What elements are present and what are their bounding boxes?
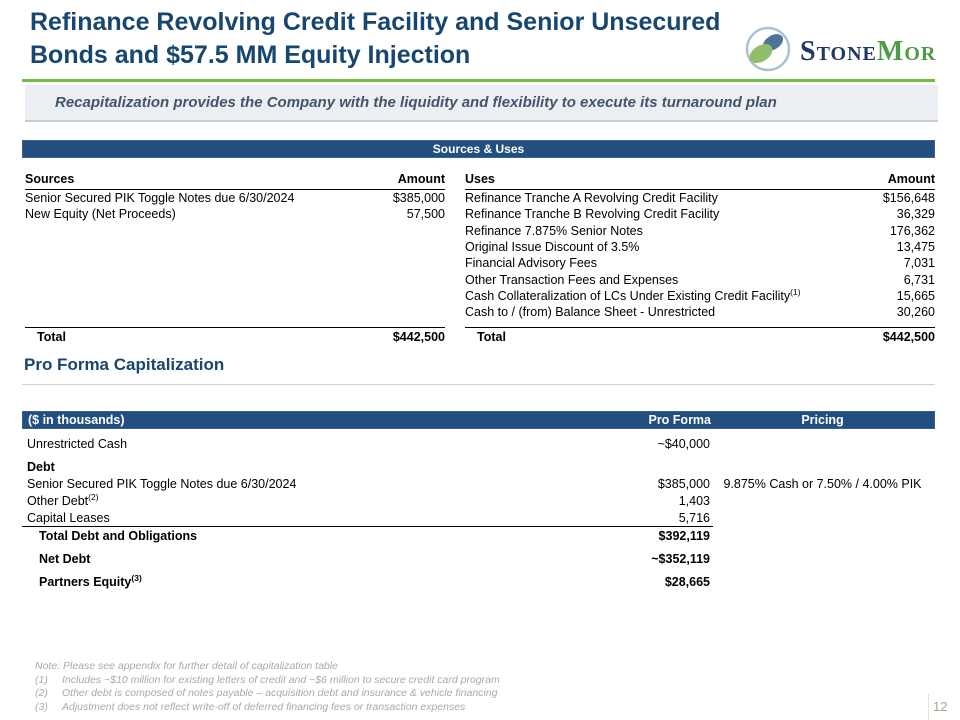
row-proforma: ~$40,000 <box>657 436 710 451</box>
total-amount: $442,500 <box>882 330 935 344</box>
sources-uses-banner: Sources & Uses <box>22 140 935 158</box>
table-row <box>465 255 935 271</box>
table-row <box>465 304 935 320</box>
row-label: Financial Advisory Fees <box>465 256 598 271</box>
sources-total-row <box>25 327 445 344</box>
row-label: Partners Equity$^{(3)}$ <box>39 572 142 589</box>
sources-uses-tables <box>25 172 935 344</box>
table-row <box>25 206 445 222</box>
row-label: Refinance 7.875% Senior Notes <box>465 223 643 238</box>
footnote-ref: (3) <box>131 572 142 583</box>
sources-header-amount: Amount <box>397 172 445 186</box>
table-row <box>465 239 935 255</box>
uses-header-amount: Amount <box>887 172 935 186</box>
row-amount: 30,260 <box>896 305 935 320</box>
table-row <box>22 492 935 509</box>
footnotes <box>35 660 795 714</box>
table-row <box>22 435 935 452</box>
row-amount: 176,362 <box>889 223 935 238</box>
total-row <box>22 573 935 590</box>
row-proforma: $28,665 <box>664 574 710 589</box>
row-amount: 6,731 <box>903 272 935 287</box>
table-row <box>465 271 935 287</box>
sources-header-label: Sources <box>25 172 75 186</box>
total-label: Total <box>477 330 506 344</box>
row-proforma: ~$352,119 <box>651 551 710 566</box>
footnote-number: (1) <box>35 673 48 686</box>
row-amount: $156,648 <box>882 191 935 206</box>
sources-table <box>25 172 445 344</box>
header-divider <box>22 79 935 82</box>
capitalization-table-header <box>22 411 935 429</box>
section-title: Pro Forma Capitalization <box>24 355 225 374</box>
footnote-note: Note: Please see appendix for further detail of capitalization table <box>35 660 338 672</box>
row-label: New Equity (Net Proceeds) <box>25 207 176 222</box>
logo-wordmark-mor: Mor <box>876 35 937 67</box>
table-row <box>465 190 935 206</box>
sources-table-header <box>25 172 445 190</box>
section-row <box>22 458 935 475</box>
capitalization-table <box>22 411 935 590</box>
total-label: Total <box>37 330 66 344</box>
footnote-text: Adjustment does not reflect write-off of deferred financing fees or transaction expenses <box>62 700 466 713</box>
cap-header-pricing: Pricing <box>801 413 844 427</box>
table-row <box>22 475 935 492</box>
row-label: Refinance Tranche A Revolving Credit Facility <box>465 191 718 206</box>
row-label: Cash Collateralization of LCs Under Existing Credit Facility$^{(1)}$ <box>465 286 801 303</box>
stonemor-logo <box>744 25 936 78</box>
row-amount: 15,665 <box>896 288 935 303</box>
uses-table-header <box>465 172 935 190</box>
stonemor-leaf-icon <box>744 25 792 78</box>
footnote-item <box>35 687 795 701</box>
table-row <box>25 190 445 206</box>
subtitle-text: Recapitalization provides the Company with the liquidity and flexibility to execute its turnaround plan <box>55 94 777 111</box>
table-row <box>465 206 935 222</box>
row-proforma: 5,716 <box>678 510 710 525</box>
page-number-divider <box>928 694 929 720</box>
row-proforma: $392,119 <box>658 528 710 543</box>
footnote-ref: (2) <box>88 491 99 502</box>
row-amount: $385,000 <box>392 191 445 206</box>
table-row <box>465 288 935 304</box>
row-amount: 13,475 <box>896 240 935 255</box>
row-label: Senior Secured PIK Toggle Notes due 6/30/2024 <box>25 191 295 206</box>
row-pricing: 9.875% Cash or 7.50% / 4.00% PIK <box>723 476 922 491</box>
row-label: Capital Leases <box>27 510 110 525</box>
footnote-number: (3) <box>35 700 48 713</box>
row-amount: 7,031 <box>903 256 935 271</box>
cap-header-proforma: Pro Forma <box>648 413 711 427</box>
table-row <box>22 509 935 526</box>
uses-total-row <box>465 327 935 344</box>
uses-table <box>465 172 935 344</box>
page-title: Refinance Revolving Credit Facility and Senior Unsecured Bonds and $57.5 MM Equity Injection <box>30 8 721 69</box>
row-label: Original Issue Discount of 3.5% <box>465 240 640 255</box>
footnote-text: Includes ~$10 million for existing letters of credit and ~$6 million to secure credit card program <box>62 673 500 686</box>
section-divider <box>22 384 935 385</box>
uses-header-label: Uses <box>465 172 495 186</box>
row-label: Unrestricted Cash <box>27 436 128 451</box>
total-row <box>22 527 935 544</box>
row-label: Refinance Tranche B Revolving Credit Facility <box>465 207 720 222</box>
row-proforma: $385,000 <box>657 476 710 491</box>
row-amount: 57,500 <box>406 207 445 222</box>
row-label: Cash to / (from) Balance Sheet - Unrestricted <box>465 305 716 320</box>
logo-wordmark <box>800 35 937 67</box>
row-label: Senior Secured PIK Toggle Notes due 6/30/2024 <box>27 476 297 491</box>
footnote-text: Other debt is composed of notes payable – acquisition debt and insurance & vehicle financing <box>62 687 498 699</box>
subtitle-banner <box>25 85 938 122</box>
page-number: 12 <box>933 699 948 714</box>
total-amount: $442,500 <box>392 330 445 344</box>
footnote-number: (2) <box>35 687 48 699</box>
row-label: Net Debt <box>39 551 91 566</box>
cap-header-units: ($ in thousands) <box>28 413 125 427</box>
row-label: Other Transaction Fees and Expenses <box>465 272 679 287</box>
total-row <box>22 550 935 567</box>
row-proforma: 1,403 <box>678 493 710 508</box>
footnote-item <box>35 674 795 688</box>
logo-wordmark-stone: Stone <box>800 35 877 67</box>
table-row <box>465 223 935 239</box>
footnote-ref: (1) <box>790 286 801 297</box>
row-label: Other Debt$^{(2)}$ <box>27 491 99 508</box>
row-label: Debt <box>27 459 55 474</box>
row-label: Total Debt and Obligations <box>39 528 198 543</box>
row-amount: 36,329 <box>896 207 935 222</box>
footnote-item <box>35 701 795 715</box>
